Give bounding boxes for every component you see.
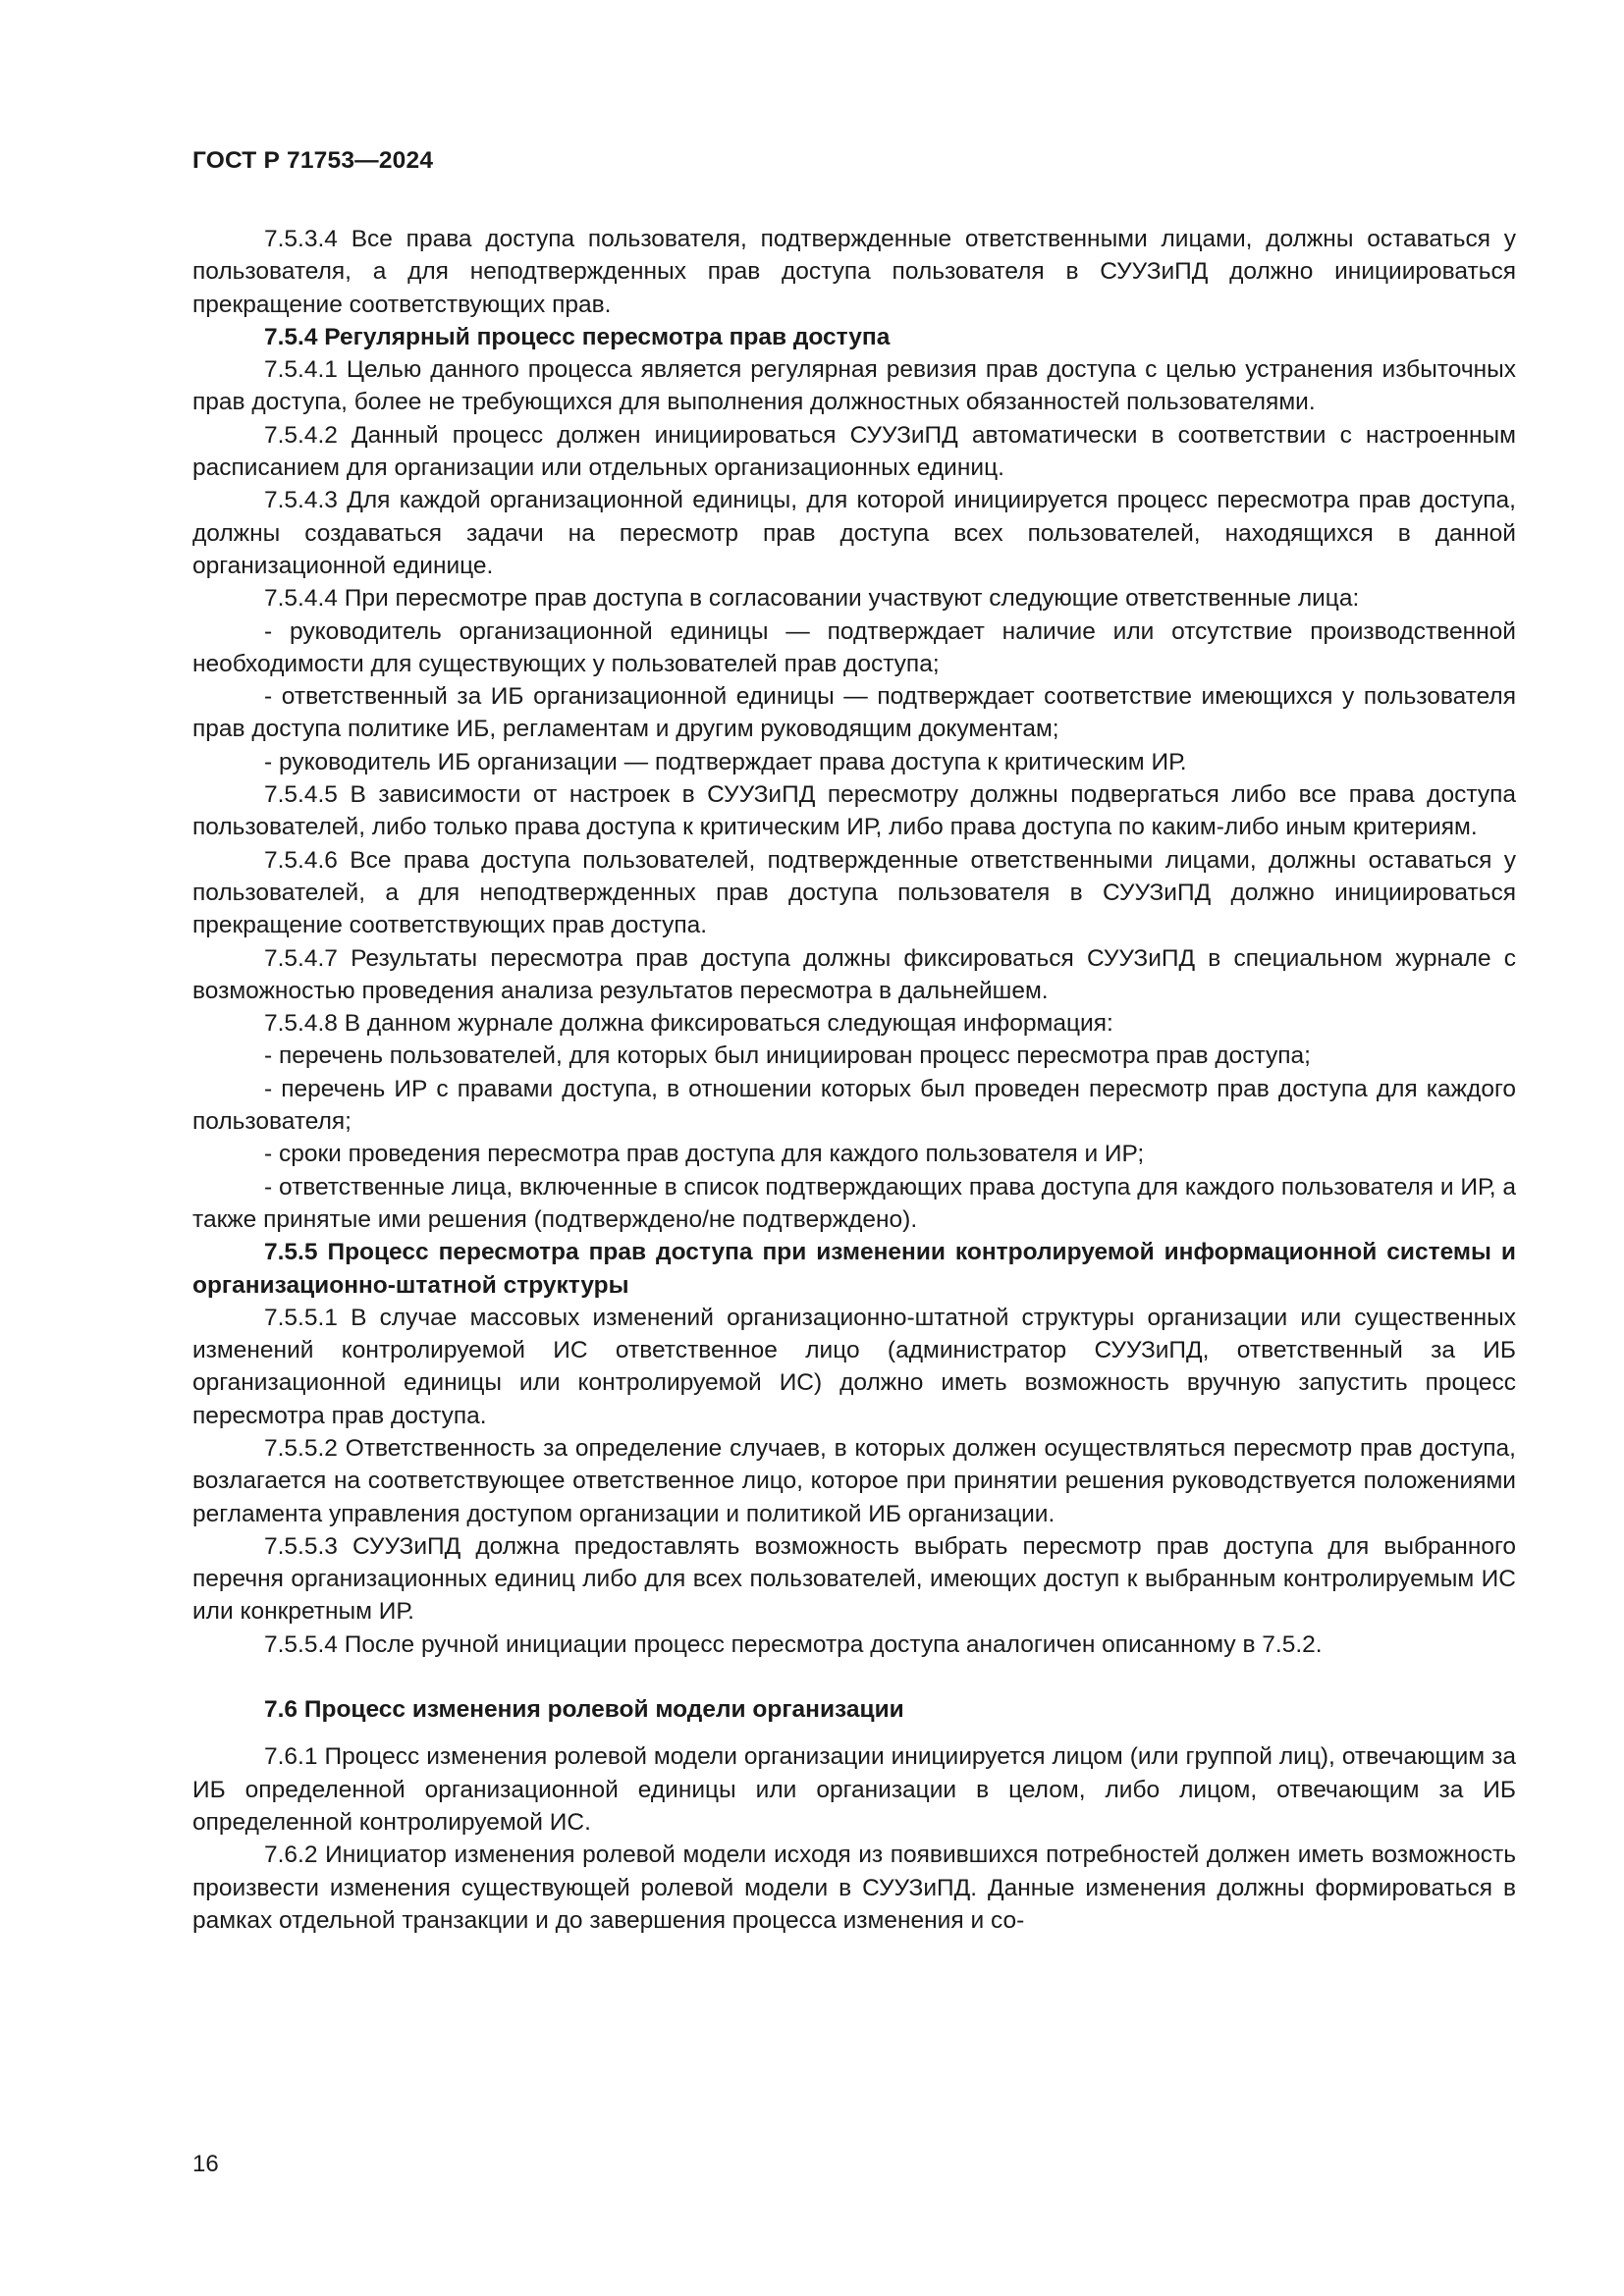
paragraph-7-5-5-1: 7.5.5.1 В случае массовых изменений организационно-штатной структуры организации или существенных изменений контролируемой ИС ответственное лицо (администратор СУУЗиПД, ответственный за ИБ организационной единицы или контролируемой ИС) должно иметь возможность вручную запустить процесс пересмотра прав доступа. bbox=[192, 1304, 1516, 1429]
paragraph-7-6-1: 7.6.1 Процесс изменения ролевой модели организации инициируется лицом (или группой лиц), отвечающим за ИБ определенной организационной единицы или организации в целом, либо лицом, отвечающим за ИБ определенной контролируемой ИС. bbox=[192, 1743, 1516, 1836]
list-item: - ответственный за ИБ организационной единицы — подтверждает соответствие имеющихся у пользователя прав доступа политике ИБ, регламентам и другим руководящим документам; bbox=[192, 683, 1516, 743]
paragraph-7-6-2: 7.6.2 Инициатор изменения ролевой модели исходя из появившихся потребностей должен иметь возможность произвести изменения существующей ролевой модели в СУУЗиПД. Данные изменения должны формироваться в рамках отдельной транзакции и до завершения процесса изменения и со- bbox=[192, 1842, 1516, 1934]
paragraph-7-5-4-5: 7.5.4.5 В зависимости от настроек в СУУЗиПД пересмотру должны подвергаться либо все права доступа пользователей, либо только права доступа к критическим ИР, либо права доступа по каким-либо иным критериям. bbox=[192, 781, 1516, 841]
list-item: - руководитель ИБ организации — подтверждает права доступа к критическим ИР. bbox=[264, 748, 1187, 775]
paragraph-7-5-4-4: 7.5.4.4 При пересмотре прав доступа в согласовании участвуют следующие ответственные лица: bbox=[264, 585, 1360, 613]
list-item: - перечень пользователей, для которых был инициирован процесс пересмотра прав доступа; bbox=[264, 1042, 1311, 1070]
paragraph-7-5-5-2: 7.5.5.2 Ответственность за определение случаев, в которых должен осуществляться пересмотр прав доступа, возлагается на соответствующее ответственное лицо, которое при принятии решения руководствуется положениями регламента управления доступом организации и политикой ИБ организации. bbox=[192, 1434, 1516, 1527]
heading-7-5-5: 7.5.5 Процесс пересмотра прав доступа при изменении контролируемой информационной системы и организационно-штатной структуры bbox=[192, 1239, 1516, 1299]
list-item: - ответственные лица, включенные в список подтверждающих права доступа для каждого пользователя и ИР, а также принятые ими решения (подтверждено/не подтверждено). bbox=[192, 1173, 1516, 1233]
document-code-header: ГОСТ Р 71753—2024 bbox=[192, 147, 434, 174]
heading-7-5-4: 7.5.4 Регулярный процесс пересмотра прав доступа bbox=[264, 323, 891, 350]
list-item: - руководитель организационной единицы — подтверждает наличие или отсутствие производственной необходимости для существующих у пользователей прав доступа; bbox=[192, 617, 1516, 677]
heading-7-6: 7.6 Процесс изменения ролевой модели организации bbox=[264, 1696, 904, 1724]
paragraph-7-5-4-3: 7.5.4.3 Для каждой организационной единицы, для которой инициируется процесс пересмотра прав доступа, должны создаваться задачи на пересмотр прав доступа всех пользователей, находящихся в данной организационной единице. bbox=[192, 487, 1516, 579]
document-body bbox=[192, 223, 1516, 1937]
paragraph-7-5-4-8: 7.5.4.8 В данном журнале должна фиксироваться следующая информация: bbox=[264, 1010, 1113, 1038]
list-item: - перечень ИР с правами доступа, в отношении которых был проведен пересмотр прав доступа для каждого пользователя; bbox=[192, 1075, 1516, 1136]
paragraph-7-5-4-7: 7.5.4.7 Результаты пересмотра прав доступа должны фиксироваться СУУЗиПД в специальном журнале с возможностью проведения анализа результатов пересмотра в дальнейшем. bbox=[192, 944, 1516, 1004]
page-number: 16 bbox=[192, 2151, 219, 2177]
paragraph-7-5-5-4: 7.5.5.4 После ручной инициации процесс пересмотра доступа аналогичен описанному в 7.5.2. bbox=[264, 1630, 1323, 1658]
paragraph-7-5-4-2: 7.5.4.2 Данный процесс должен инициироваться СУУЗиПД автоматически в соответствии с настроенным расписанием для организации или отдельных организационных единиц. bbox=[192, 421, 1516, 482]
paragraph-7-5-5-3: 7.5.5.3 СУУЗиПД должна предоставлять возможность выбрать пересмотр прав доступа для выбранного перечня организационных единиц либо для всех пользователей, имеющих доступ к выбранным контролируемым ИС или конкретным ИР. bbox=[192, 1532, 1516, 1626]
list-item: - сроки проведения пересмотра прав доступа для каждого пользователя и ИР; bbox=[264, 1141, 1145, 1168]
paragraph-7-5-4-1: 7.5.4.1 Целью данного процесса является регулярная ревизия прав доступа с целью устранения избыточных прав доступа, более не требующихся для выполнения должностных обязанностей пользователями. bbox=[192, 356, 1516, 416]
paragraph-7-5-4-6: 7.5.4.6 Все права доступа пользователей, подтвержденные ответственными лицами, должны оставаться у пользователей, а для неподтвержденных прав доступа пользователя в СУУЗиПД должно инициироваться прекращение соответствующих прав доступа. bbox=[192, 846, 1516, 939]
paragraph-7-5-3-4: 7.5.3.4 Все права доступа пользователя, подтвержденные ответственными лицами, должны оставаться у пользователя, а для неподтвержденных прав доступа пользователя в СУУЗиПД должно инициироваться прекращение соответствующих прав. bbox=[192, 226, 1516, 318]
